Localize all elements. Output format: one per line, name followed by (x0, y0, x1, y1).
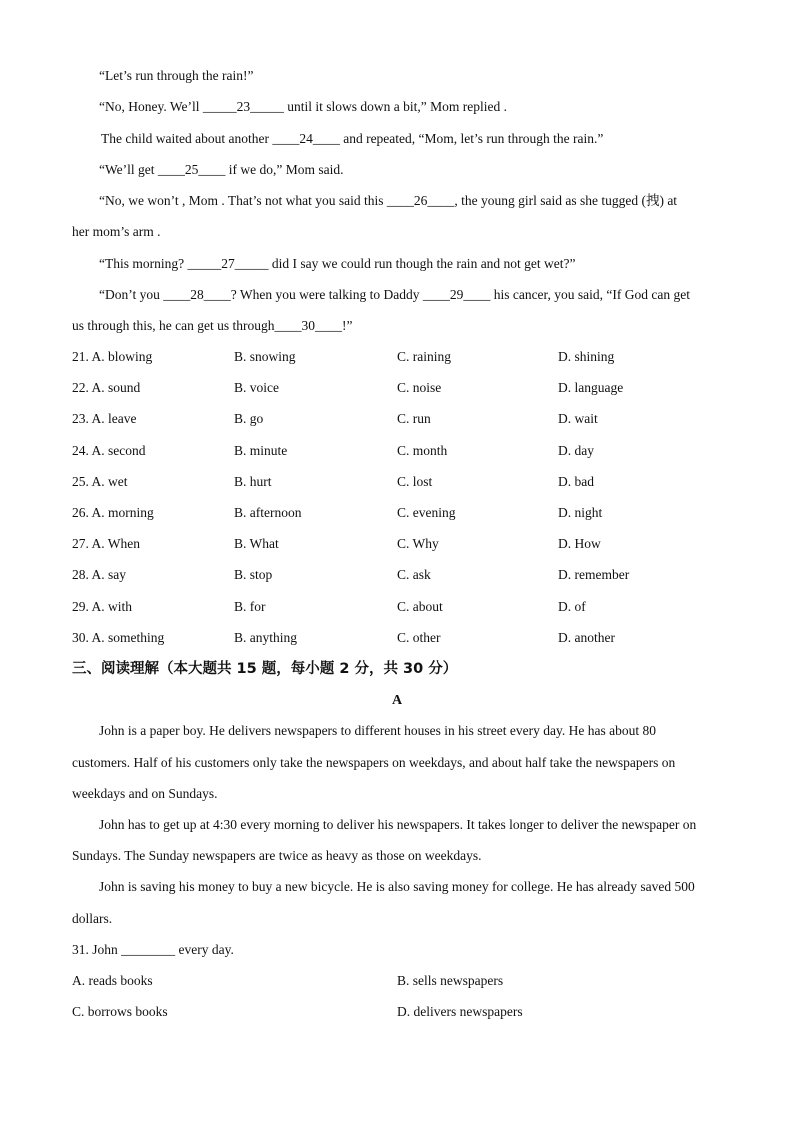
option-c[interactable]: C. about (397, 599, 443, 614)
blank-26: ____26____ (386, 193, 455, 208)
passage-line: John has to get up at 4:30 every morning to deliver his newspapers. It takes longer to deliver the newspaper on (99, 817, 697, 832)
dialogue-line (72, 317, 352, 335)
option-b[interactable]: B. go (234, 411, 264, 426)
option-b[interactable]: B. anything (234, 630, 297, 645)
dialogue-text: did I say we could run though the rain and not get wet?” (268, 256, 576, 271)
option-c[interactable]: C. other (397, 630, 441, 645)
dialogue-text: , the young girl said as she tugged (拽) at (454, 193, 678, 208)
option-b[interactable]: B. afternoon (234, 505, 302, 520)
section-title: 三、阅读理解（本大题共 15 题，每小题 2 分，共 30 分） (72, 661, 458, 677)
passage-line: John is a paper boy. He delivers newspapers to different houses in his street every day. He has about 80 (99, 723, 656, 738)
option-c[interactable]: C. run (397, 411, 431, 426)
dialogue-line (99, 192, 677, 210)
option-a[interactable]: 22. A. sound (72, 380, 141, 395)
option-a[interactable]: 25. A. wet (72, 474, 128, 489)
passage-line: weekdays and on Sundays. (72, 786, 218, 801)
option-c[interactable]: C. evening (397, 505, 456, 520)
option-b[interactable]: B. stop (234, 567, 273, 582)
option-d[interactable]: D. shining (558, 349, 615, 364)
dialogue-text: until it slows down a bit,” Mom replied . (283, 99, 507, 114)
dialogue-text: “No, we won’t , Mom . That’s not what you said this (99, 193, 387, 208)
option-c[interactable]: C. ask (397, 567, 431, 582)
dialogue-text: his cancer, you said, “If God can get (490, 287, 690, 302)
option-a[interactable]: 21. A. blowing (72, 349, 153, 364)
dialogue-text: if we do,” Mom said. (225, 162, 344, 177)
blank-27: _____27_____ (187, 256, 269, 271)
dialogue-text: “Let’s run through the rain!” (99, 68, 254, 83)
option-row-25 (0, 473, 794, 491)
option-row-23 (0, 410, 794, 428)
dialogue-text: and repeated, “Mom, let’s run through the rain.” (339, 131, 604, 146)
dialogue-text: ? When you were talking to Daddy (230, 287, 423, 302)
option-c[interactable]: C. month (397, 443, 448, 458)
option-row-28 (0, 566, 794, 584)
passage-line: John is saving his money to buy a new bicycle. He is also saving money for college. He has already saved 500 (99, 879, 695, 894)
dialogue-line (99, 255, 576, 273)
option-a[interactable]: 28. A. say (72, 567, 126, 582)
blank-29: ____29____ (422, 287, 491, 302)
blank-30: ____30____ (274, 318, 342, 333)
dialogue-text: “We’ll get (99, 162, 158, 177)
option-d[interactable]: D. remember (558, 567, 630, 582)
dialogue-line (99, 98, 507, 116)
option-row-27 (0, 535, 794, 553)
blank-28: ____28____ (163, 287, 231, 302)
option-row-24 (0, 442, 794, 460)
passage-line: Sundays. The Sunday newspapers are twice as heavy as those on weekdays. (72, 848, 482, 863)
option-b[interactable]: B. voice (234, 380, 279, 395)
blank-25: ____25____ (157, 162, 226, 177)
dialogue-line (99, 67, 253, 85)
option-row-21 (0, 348, 794, 366)
option-c[interactable]: C. lost (397, 474, 433, 489)
option-a[interactable]: 30. A. something (72, 630, 165, 645)
dialogue-text: “No, Honey. We’ll (99, 99, 203, 114)
dialogue-text: her mom’s arm . (72, 224, 161, 239)
dialogue-text: The child waited about another (101, 131, 273, 146)
option-c[interactable]: C. raining (397, 349, 451, 364)
option-d[interactable]: D. of (558, 599, 586, 614)
dialogue-text: “Don’t you (99, 287, 164, 302)
option-a[interactable]: 24. A. second (72, 443, 146, 458)
option-c[interactable]: C. Why (397, 536, 439, 551)
blank-23: _____23_____ (202, 99, 284, 114)
dialogue-line (101, 130, 603, 148)
option-d[interactable]: D. day (558, 443, 594, 458)
option-b[interactable]: B. What (234, 536, 279, 551)
dialogue-text: !” (341, 318, 353, 333)
passage-label: A (391, 693, 403, 708)
option-a[interactable]: 23. A. leave (72, 411, 137, 426)
option-d[interactable]: D. How (558, 536, 601, 551)
option-a[interactable]: 27. A. When (72, 536, 140, 551)
option-row-29 (0, 598, 794, 616)
option-b[interactable]: B. snowing (234, 349, 296, 364)
dialogue-text: us through this, he can get us through (72, 318, 275, 333)
option-row-26 (0, 504, 794, 522)
dialogue-line (72, 223, 160, 241)
dialogue-line (99, 161, 344, 179)
dialogue-line (99, 286, 690, 304)
dialogue-text: “This morning? (99, 256, 188, 271)
option-d[interactable]: D. wait (558, 411, 598, 426)
blank-24: ____24____ (272, 131, 340, 146)
option-c[interactable]: C. noise (397, 380, 442, 395)
question-option-a[interactable]: A. reads books (72, 973, 153, 988)
passage-line: customers. Half of his customers only take the newspapers on weekdays, and about half take the newspapers on (72, 755, 676, 770)
question-option-b[interactable]: B. sells newspapers (397, 973, 504, 988)
passage-line: dollars. (72, 911, 113, 926)
question-option-c[interactable]: C. borrows books (72, 1004, 168, 1019)
question-stem: 31. John ________ every day. (72, 942, 234, 957)
option-b[interactable]: B. minute (234, 443, 288, 458)
question-option-d[interactable]: D. delivers newspapers (397, 1004, 523, 1019)
option-d[interactable]: D. language (558, 380, 624, 395)
option-a[interactable]: 29. A. with (72, 599, 133, 614)
option-b[interactable]: B. for (234, 599, 266, 614)
option-b[interactable]: B. hurt (234, 474, 272, 489)
option-d[interactable]: D. another (558, 630, 615, 645)
option-row-30 (0, 629, 794, 647)
option-row-22 (0, 379, 794, 397)
option-d[interactable]: D. night (558, 505, 603, 520)
option-d[interactable]: D. bad (558, 474, 594, 489)
option-a[interactable]: 26. A. morning (72, 505, 154, 520)
